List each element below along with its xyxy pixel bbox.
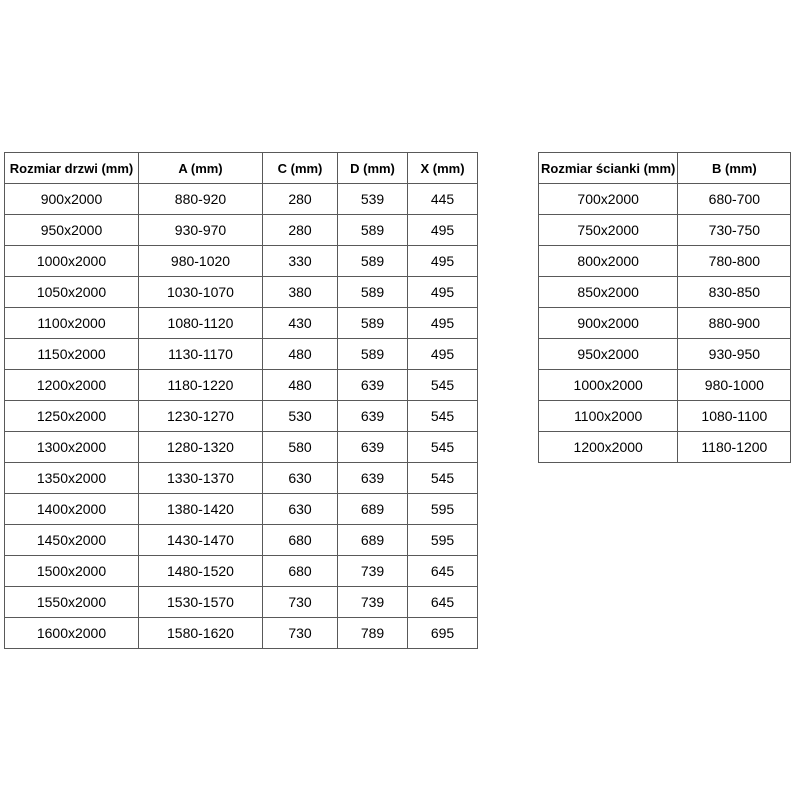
table-row bbox=[5, 525, 478, 556]
table-row bbox=[539, 246, 791, 277]
table-cell: 495 bbox=[408, 339, 478, 370]
column-header: A (mm) bbox=[139, 153, 263, 184]
table-cell: 1450x2000 bbox=[5, 525, 139, 556]
table-cell: 645 bbox=[408, 587, 478, 618]
table-cell: 1030-1070 bbox=[139, 277, 263, 308]
table-cell: 1100x2000 bbox=[539, 401, 678, 432]
table-cell: 1550x2000 bbox=[5, 587, 139, 618]
table-row bbox=[5, 556, 478, 587]
table-cell: 280 bbox=[263, 215, 338, 246]
table-cell: 950x2000 bbox=[539, 339, 678, 370]
table-cell: 1400x2000 bbox=[5, 494, 139, 525]
table-cell: 680 bbox=[263, 525, 338, 556]
table-cell: 830-850 bbox=[678, 277, 791, 308]
table-cell: 730 bbox=[263, 618, 338, 649]
table-cell: 800x2000 bbox=[539, 246, 678, 277]
table-cell: 639 bbox=[338, 370, 408, 401]
table-row bbox=[5, 215, 478, 246]
table-cell: 789 bbox=[338, 618, 408, 649]
table-cell: 1580-1620 bbox=[139, 618, 263, 649]
table-cell: 1430-1470 bbox=[139, 525, 263, 556]
table-cell: 545 bbox=[408, 370, 478, 401]
table-cell: 380 bbox=[263, 277, 338, 308]
table-row bbox=[539, 215, 791, 246]
table-cell: 1530-1570 bbox=[139, 587, 263, 618]
table-cell: 980-1000 bbox=[678, 370, 791, 401]
table-row bbox=[539, 370, 791, 401]
table-cell: 639 bbox=[338, 463, 408, 494]
column-header: D (mm) bbox=[338, 153, 408, 184]
table-cell: 1200x2000 bbox=[5, 370, 139, 401]
header-row bbox=[539, 153, 791, 184]
table-cell: 880-920 bbox=[139, 184, 263, 215]
table-cell: 639 bbox=[338, 432, 408, 463]
table-cell: 1080-1120 bbox=[139, 308, 263, 339]
table-cell: 1150x2000 bbox=[5, 339, 139, 370]
table-row bbox=[539, 432, 791, 463]
table-cell: 1280-1320 bbox=[139, 432, 263, 463]
column-header: C (mm) bbox=[263, 153, 338, 184]
table-row bbox=[539, 184, 791, 215]
table-cell: 689 bbox=[338, 494, 408, 525]
door-sizes-grid bbox=[4, 152, 478, 649]
table-cell: 330 bbox=[263, 246, 338, 277]
table-row bbox=[5, 308, 478, 339]
table-cell: 430 bbox=[263, 308, 338, 339]
table-cell: 580 bbox=[263, 432, 338, 463]
table-cell: 695 bbox=[408, 618, 478, 649]
table-row bbox=[5, 432, 478, 463]
table-cell: 689 bbox=[338, 525, 408, 556]
table-cell: 1230-1270 bbox=[139, 401, 263, 432]
table-cell: 950x2000 bbox=[5, 215, 139, 246]
table-cell: 1600x2000 bbox=[5, 618, 139, 649]
column-header: Rozmiar drzwi (mm) bbox=[5, 153, 139, 184]
table-cell: 1250x2000 bbox=[5, 401, 139, 432]
wall-panel-sizes-grid bbox=[538, 152, 791, 463]
table-cell: 480 bbox=[263, 370, 338, 401]
table-cell: 780-800 bbox=[678, 246, 791, 277]
table-cell: 1300x2000 bbox=[5, 432, 139, 463]
table-cell: 589 bbox=[338, 308, 408, 339]
table-cell: 630 bbox=[263, 463, 338, 494]
table-cell: 589 bbox=[338, 339, 408, 370]
table-cell: 1180-1220 bbox=[139, 370, 263, 401]
column-header: B (mm) bbox=[678, 153, 791, 184]
table-cell: 595 bbox=[408, 525, 478, 556]
table-cell: 495 bbox=[408, 308, 478, 339]
table-cell: 930-970 bbox=[139, 215, 263, 246]
table-cell: 445 bbox=[408, 184, 478, 215]
table-cell: 1000x2000 bbox=[539, 370, 678, 401]
table-cell: 630 bbox=[263, 494, 338, 525]
column-header: X (mm) bbox=[408, 153, 478, 184]
table-cell: 1050x2000 bbox=[5, 277, 139, 308]
table-cell: 1500x2000 bbox=[5, 556, 139, 587]
table-row bbox=[5, 370, 478, 401]
table-row bbox=[5, 277, 478, 308]
table-row bbox=[539, 401, 791, 432]
table-cell: 750x2000 bbox=[539, 215, 678, 246]
table-row bbox=[5, 339, 478, 370]
table-cell: 1200x2000 bbox=[539, 432, 678, 463]
table-row bbox=[539, 308, 791, 339]
table-cell: 495 bbox=[408, 277, 478, 308]
table-cell: 880-900 bbox=[678, 308, 791, 339]
table-cell: 545 bbox=[408, 463, 478, 494]
table-cell: 645 bbox=[408, 556, 478, 587]
table-cell: 680-700 bbox=[678, 184, 791, 215]
table-cell: 495 bbox=[408, 215, 478, 246]
table-cell: 930-950 bbox=[678, 339, 791, 370]
table-cell: 1100x2000 bbox=[5, 308, 139, 339]
door-size-table bbox=[4, 152, 478, 649]
table-cell: 739 bbox=[338, 587, 408, 618]
table-row bbox=[5, 587, 478, 618]
table-cell: 680 bbox=[263, 556, 338, 587]
table-cell: 1180-1200 bbox=[678, 432, 791, 463]
table-cell: 739 bbox=[338, 556, 408, 587]
table-cell: 730 bbox=[263, 587, 338, 618]
table-row bbox=[5, 618, 478, 649]
table-row bbox=[5, 246, 478, 277]
table-cell: 1080-1100 bbox=[678, 401, 791, 432]
table-row bbox=[5, 184, 478, 215]
table-cell: 1000x2000 bbox=[5, 246, 139, 277]
table-cell: 1480-1520 bbox=[139, 556, 263, 587]
table-cell: 595 bbox=[408, 494, 478, 525]
table-cell: 1130-1170 bbox=[139, 339, 263, 370]
table-cell: 280 bbox=[263, 184, 338, 215]
table-cell: 495 bbox=[408, 246, 478, 277]
table-cell: 900x2000 bbox=[539, 308, 678, 339]
table-row bbox=[5, 401, 478, 432]
table-cell: 730-750 bbox=[678, 215, 791, 246]
table-cell: 480 bbox=[263, 339, 338, 370]
table-row bbox=[539, 339, 791, 370]
table-cell: 1330-1370 bbox=[139, 463, 263, 494]
table-row bbox=[5, 494, 478, 525]
table-cell: 980-1020 bbox=[139, 246, 263, 277]
table-cell: 639 bbox=[338, 401, 408, 432]
table-cell: 850x2000 bbox=[539, 277, 678, 308]
table-cell: 589 bbox=[338, 246, 408, 277]
column-header: Rozmiar ścianki (mm) bbox=[539, 153, 678, 184]
table-cell: 545 bbox=[408, 401, 478, 432]
table-cell: 700x2000 bbox=[539, 184, 678, 215]
table-row bbox=[5, 463, 478, 494]
table-row bbox=[539, 277, 791, 308]
table-cell: 539 bbox=[338, 184, 408, 215]
table-cell: 545 bbox=[408, 432, 478, 463]
wall-panel-size-table bbox=[538, 152, 791, 463]
table-cell: 589 bbox=[338, 215, 408, 246]
table-cell: 900x2000 bbox=[5, 184, 139, 215]
table-cell: 530 bbox=[263, 401, 338, 432]
header-row bbox=[5, 153, 478, 184]
table-cell: 1350x2000 bbox=[5, 463, 139, 494]
table-cell: 1380-1420 bbox=[139, 494, 263, 525]
table-cell: 589 bbox=[338, 277, 408, 308]
